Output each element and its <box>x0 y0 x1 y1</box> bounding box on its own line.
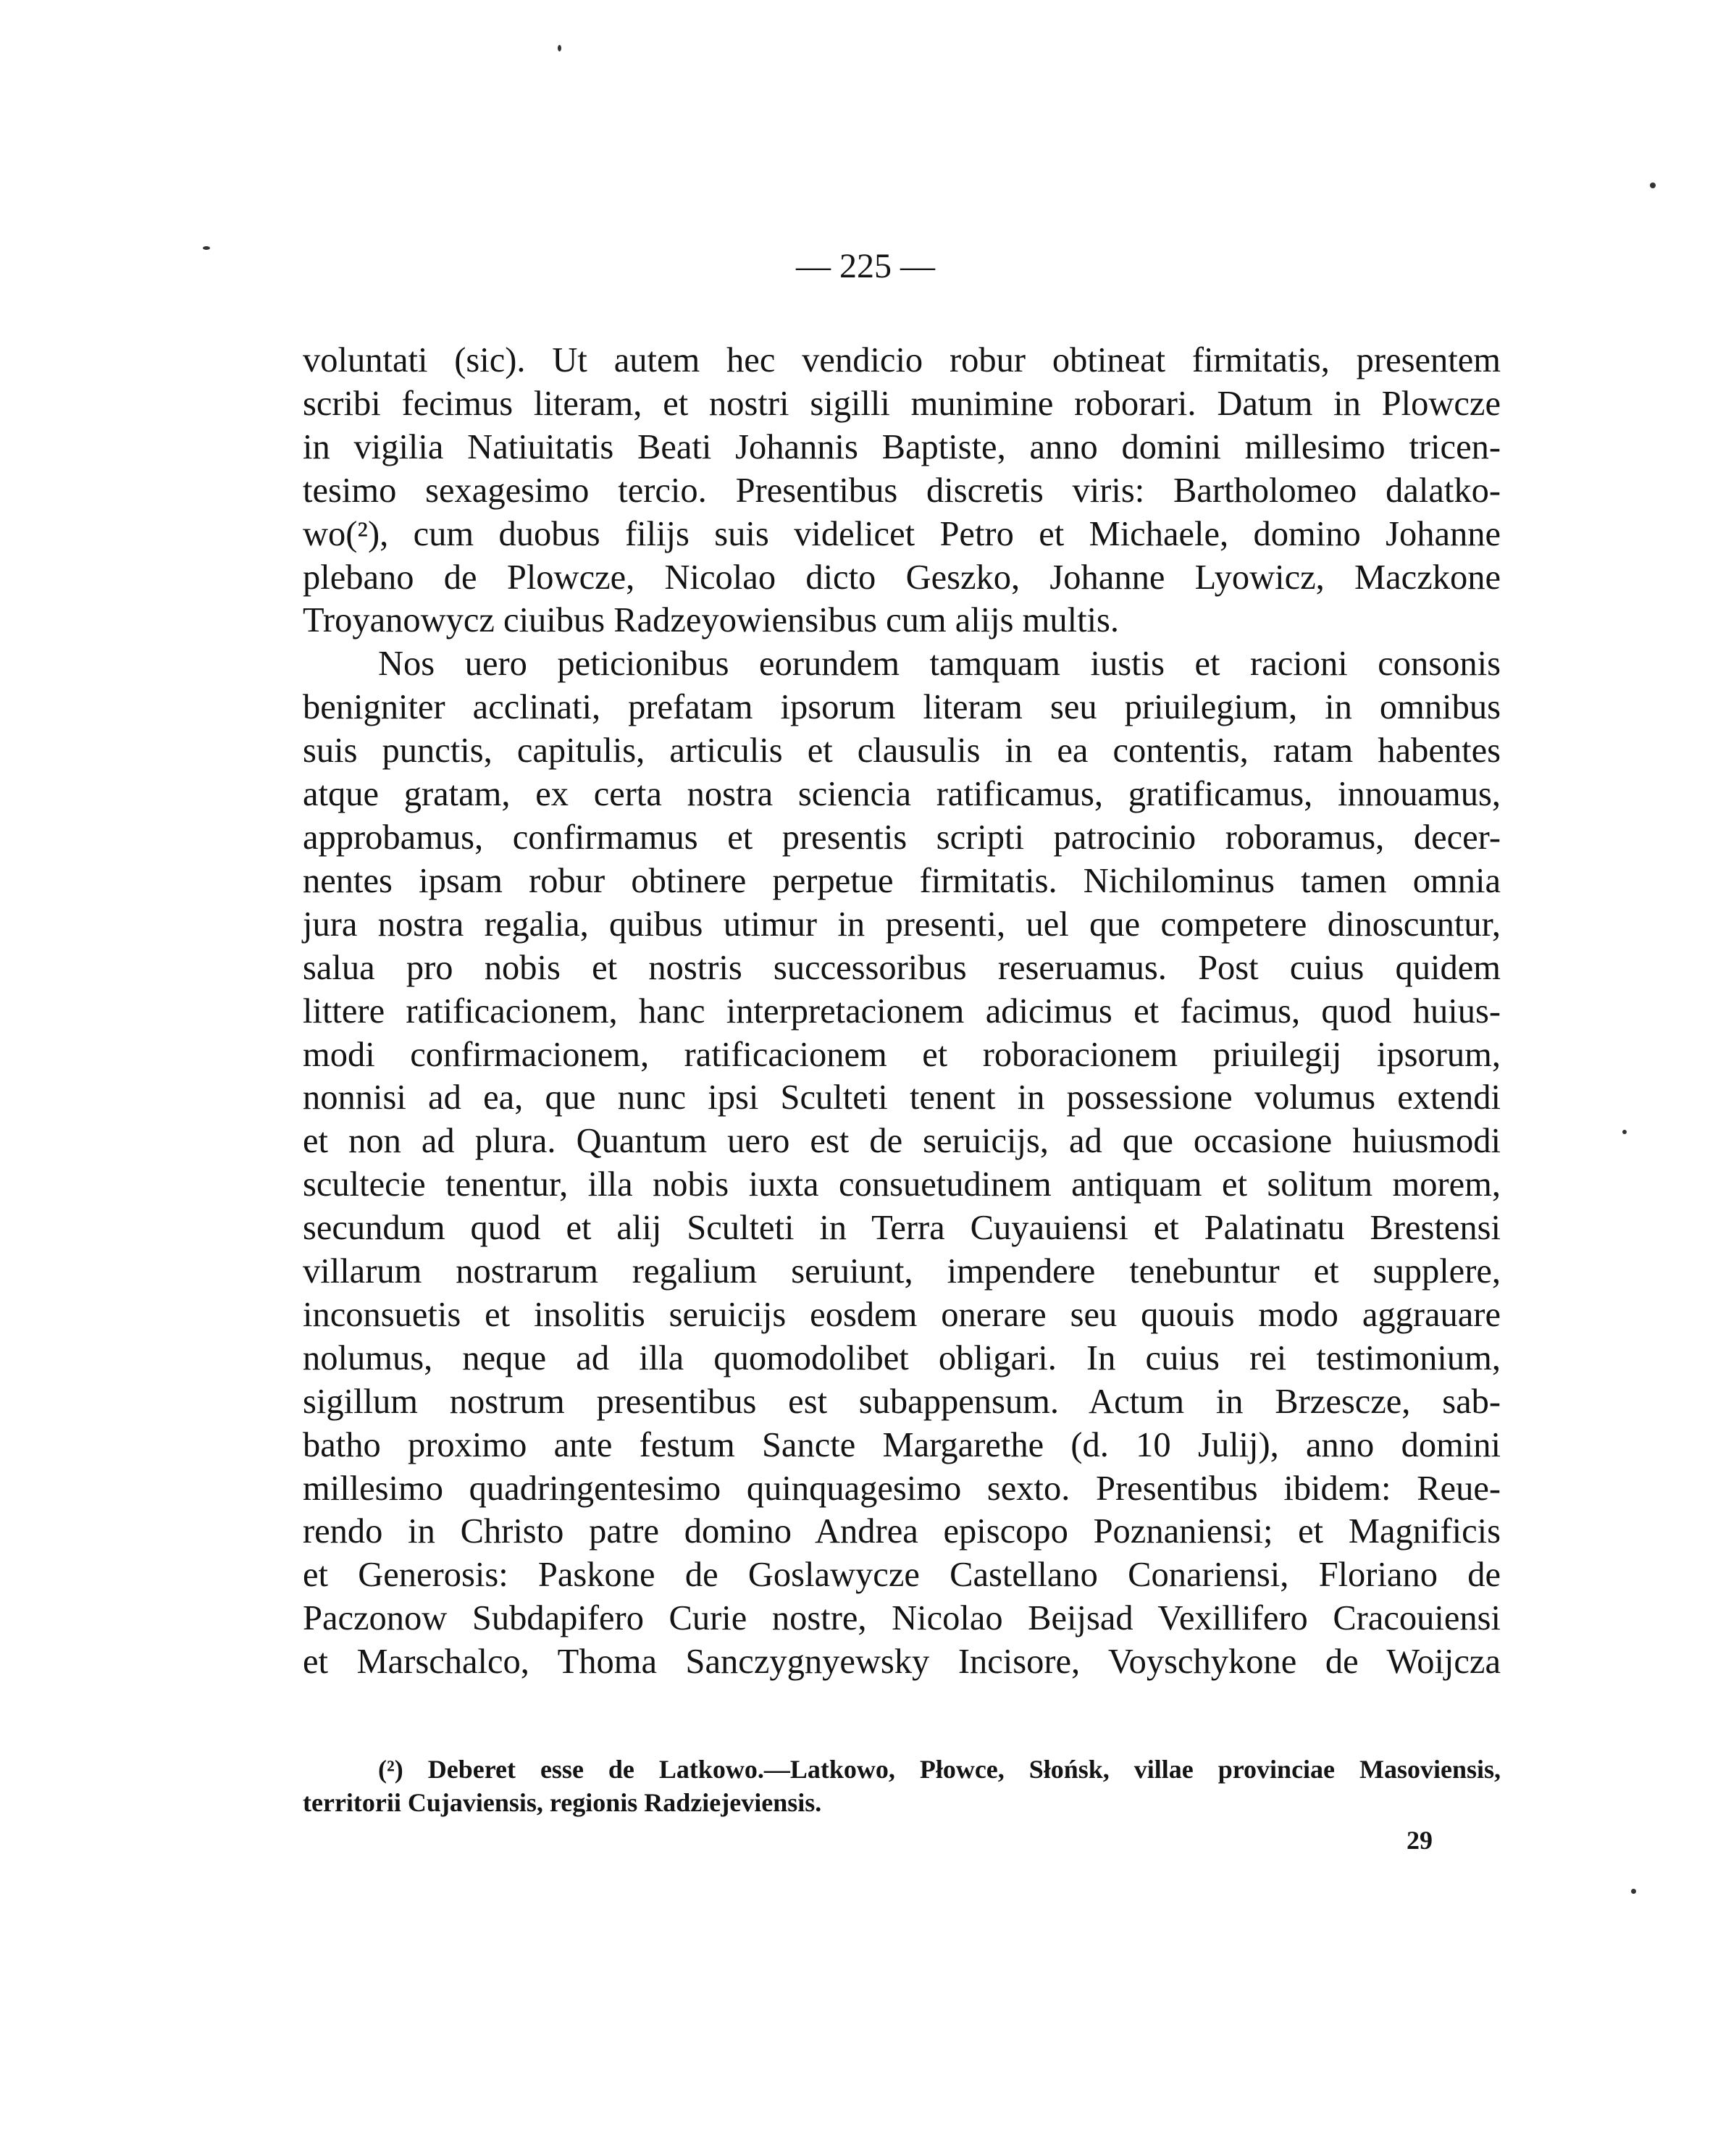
text-line: et Marschalco, Thoma Sanczygnyewsky Incisore, Voyschykone de Woijcza <box>303 1643 1501 1682</box>
body-text <box>303 339 1501 1684</box>
text-line: villarum nostrarum regalium seruiunt, impendere tenebuntur et supplere, <box>303 1252 1501 1291</box>
footnote-line: (²) Deberet esse de Latkowo.—Latkowo, Płowce, Słońsk, villae provinciae Masoviensis, <box>378 1755 1501 1784</box>
text-line: modi confirmacionem, ratificacionem et roboracionem priuilegij ipsorum, <box>303 1035 1501 1074</box>
signature-mark: 29 <box>1407 1826 1433 1855</box>
scan-speck <box>558 45 561 51</box>
text-line: rendo in Christo patre domino Andrea episcopo Poznaniensi; et Magnificis <box>303 1512 1501 1551</box>
text-line: littere ratificacionem, hanc interpretacionem adicimus et facimus, quod huius- <box>303 991 1501 1031</box>
text-line: salua pro nobis et nostris successoribus reseruamus. Post cuius quidem <box>303 948 1501 987</box>
text-line: inconsuetis et insolitis seruicijs eosdem onerare seu quouis modo aggrauare <box>303 1295 1501 1334</box>
text-line: batho proximo ante festum Sancte Margarethe (d. 10 Julij), anno domini <box>303 1425 1501 1464</box>
text-line: nonnisi ad ea, que nunc ipsi Sculteti tenent in possessione volumus extendi <box>303 1078 1501 1117</box>
text-line: nentes ipsam robur obtinere perpetue firmitatis. Nichilominus tamen omnia <box>303 861 1501 900</box>
text-line: sigillum nostrum presentibus est subappensum. Actum in Brzescze, sab- <box>303 1382 1501 1421</box>
text-line: in vigilia Natiuitatis Beati Johannis Baptiste, anno domini millesimo tricen- <box>303 427 1501 466</box>
footnote <box>303 1753 1501 1819</box>
text-line: voluntati (sic). Ut autem hec vendicio robur obtineat firmitatis, presentem <box>303 341 1501 379</box>
scan-speck <box>1631 1889 1636 1894</box>
text-line: approbamus, confirmamus et presentis scripti patrocinio roboramus, decer- <box>303 818 1501 857</box>
text-line: et Generosis: Paskone de Goslawycze Castellano Conariensi, Floriano de <box>303 1556 1501 1595</box>
text-line: Paczonow Subdapifero Curie nostre, Nicolao Beijsad Vexillifero Cracouiensi <box>303 1599 1501 1638</box>
text-line: jura nostra regalia, quibus utimur in presenti, uel que competere dinoscuntur, <box>303 905 1501 944</box>
text-line: wo(²), cum duobus filijs suis videlicet Petro et Michaele, domino Johanne <box>303 514 1501 553</box>
scan-speck <box>1622 1130 1627 1134</box>
text-line: scultecie tenentur, illa nobis iuxta consuetudinem antiquam et solitum morem, <box>303 1165 1501 1204</box>
text-line: tesimo sexagesimo tercio. Presentibus discretis viris: Bartholomeo dalatko- <box>303 471 1501 510</box>
text-line: scribi fecimus literam, et nostri sigilli munimine roborari. Datum in Plowcze <box>303 384 1501 423</box>
text-line: Troyanowycz ciuibus Radzeyowiensibus cum alijs multis. <box>303 601 1120 640</box>
text-line: millesimo quadringentesimo quinquagesimo sexto. Presentibus ibidem: Reue- <box>303 1469 1501 1508</box>
page-number: — 225 — <box>796 247 935 285</box>
text-line: nolumus, neque ad illa quomodolibet obligari. In cuius rei testimonium, <box>303 1338 1501 1377</box>
scan-speck <box>1650 183 1656 188</box>
text-line: suis punctis, capitulis, articulis et clausulis in ea contentis, ratam habentes <box>303 731 1501 771</box>
text-line: atque gratam, ex certa nostra sciencia ratificamus, gratificamus, innouamus, <box>303 775 1501 814</box>
text-line: benigniter acclinati, prefatam ipsorum literam seu priuilegium, in omnibus <box>303 688 1501 727</box>
text-line: et non ad plura. Quantum uero est de seruicijs, ad que occasione huiusmodi <box>303 1122 1501 1161</box>
text-line: Nos uero peticionibus eorundem tamquam iustis et racioni consonis <box>378 645 1501 684</box>
text-line: plebano de Plowcze, Nicolao dicto Geszko, Johanne Lyowicz, Maczkone <box>303 558 1501 597</box>
text-line: secundum quod et alij Sculteti in Terra Cuyauiensi et Palatinatu Brestensi <box>303 1209 1501 1248</box>
footnote-line: territorii Cujaviensis, regionis Radziejeviensis. <box>303 1788 822 1817</box>
scan-speck <box>203 246 210 250</box>
